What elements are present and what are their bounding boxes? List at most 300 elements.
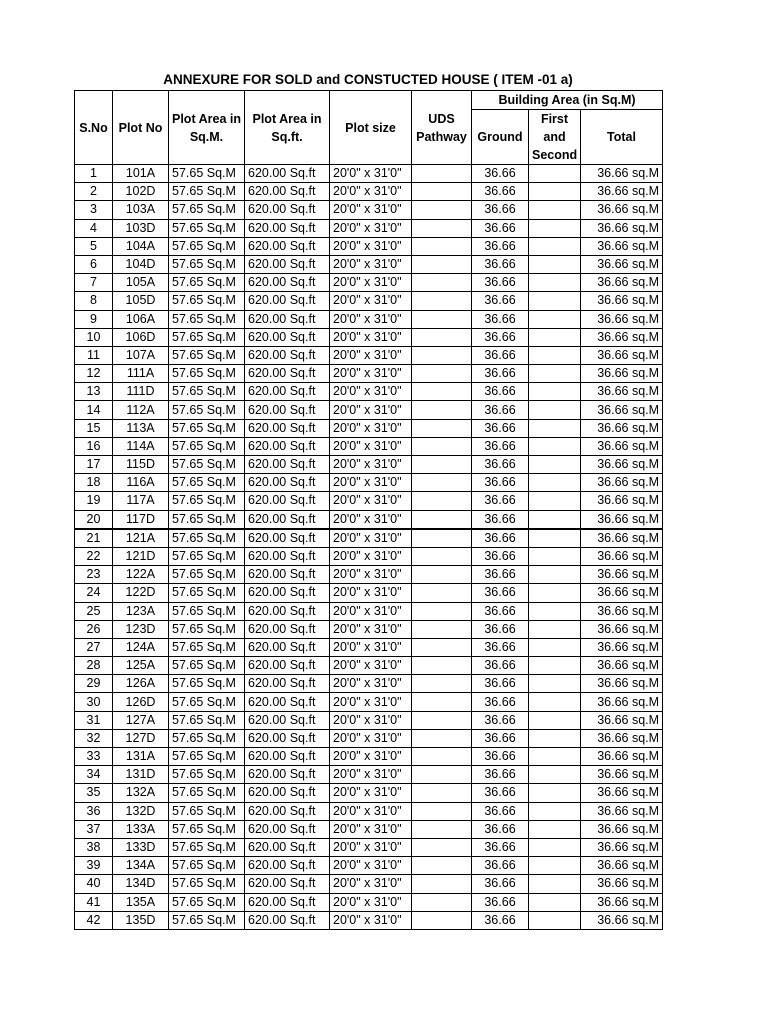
- cell-sno: 7: [75, 274, 113, 292]
- cell-plot-no: 134A: [113, 857, 169, 875]
- cell-total: 36.66 sq.M: [581, 820, 663, 838]
- cell-plot-size: 20'0" x 31'0": [330, 584, 412, 602]
- cell-first-second: [529, 784, 581, 802]
- cell-total: 36.66 sq.M: [581, 201, 663, 219]
- table-row: [75, 165, 663, 183]
- cell-plot-area-sqm: 57.65 Sq.M: [169, 638, 245, 656]
- table-body: [75, 165, 663, 930]
- cell-plot-size: 20'0" x 31'0": [330, 711, 412, 729]
- header-text: Plot Area in: [252, 111, 322, 126]
- header-uds-pathway: [412, 91, 472, 165]
- cell-plot-area-sqft: 620.00 Sq.ft: [245, 346, 330, 364]
- cell-plot-no: 105D: [113, 292, 169, 310]
- cell-total: 36.66 sq.M: [581, 492, 663, 510]
- header-first-second: [529, 110, 581, 165]
- cell-plot-no: 126A: [113, 675, 169, 693]
- cell-ground: 36.66: [472, 274, 529, 292]
- cell-uds-pathway: [412, 183, 472, 201]
- cell-uds-pathway: [412, 875, 472, 893]
- cell-first-second: [529, 602, 581, 620]
- cell-total: 36.66 sq.M: [581, 310, 663, 328]
- cell-first-second: [529, 820, 581, 838]
- cell-first-second: [529, 638, 581, 656]
- cell-plot-area-sqm: 57.65 Sq.M: [169, 820, 245, 838]
- cell-total: 36.66 sq.M: [581, 474, 663, 492]
- header-ground: Ground: [472, 110, 529, 165]
- cell-sno: 23: [75, 566, 113, 584]
- cell-sno: 5: [75, 237, 113, 255]
- cell-ground: 36.66: [472, 602, 529, 620]
- cell-uds-pathway: [412, 820, 472, 838]
- cell-plot-area-sqm: 57.65 Sq.M: [169, 875, 245, 893]
- cell-ground: 36.66: [472, 492, 529, 510]
- cell-plot-area-sqft: 620.00 Sq.ft: [245, 492, 330, 510]
- cell-plot-size: 20'0" x 31'0": [330, 183, 412, 201]
- header-text: UDS: [428, 111, 455, 126]
- cell-plot-no: 131A: [113, 748, 169, 766]
- cell-first-second: [529, 675, 581, 693]
- cell-plot-size: 20'0" x 31'0": [330, 419, 412, 437]
- cell-plot-area-sqft: 620.00 Sq.ft: [245, 529, 330, 548]
- cell-uds-pathway: [412, 620, 472, 638]
- table-row: [75, 310, 663, 328]
- cell-ground: 36.66: [472, 802, 529, 820]
- cell-sno: 32: [75, 729, 113, 747]
- cell-plot-area-sqm: 57.65 Sq.M: [169, 201, 245, 219]
- cell-total: 36.66 sq.M: [581, 255, 663, 273]
- cell-ground: 36.66: [472, 510, 529, 529]
- cell-uds-pathway: [412, 711, 472, 729]
- cell-ground: 36.66: [472, 657, 529, 675]
- cell-plot-size: 20'0" x 31'0": [330, 602, 412, 620]
- cell-plot-no: 107A: [113, 346, 169, 364]
- cell-plot-no: 117A: [113, 492, 169, 510]
- cell-plot-area-sqft: 620.00 Sq.ft: [245, 510, 330, 529]
- cell-plot-area-sqm: 57.65 Sq.M: [169, 657, 245, 675]
- cell-sno: 33: [75, 748, 113, 766]
- cell-first-second: [529, 510, 581, 529]
- cell-plot-area-sqm: 57.65 Sq.M: [169, 437, 245, 455]
- cell-plot-area-sqm: 57.65 Sq.M: [169, 711, 245, 729]
- cell-first-second: [529, 183, 581, 201]
- cell-uds-pathway: [412, 383, 472, 401]
- table-row: [75, 510, 663, 529]
- cell-ground: 36.66: [472, 911, 529, 929]
- cell-total: 36.66 sq.M: [581, 838, 663, 856]
- cell-plot-no: 127A: [113, 711, 169, 729]
- table-row: [75, 383, 663, 401]
- cell-ground: 36.66: [472, 693, 529, 711]
- cell-uds-pathway: [412, 165, 472, 183]
- cell-ground: 36.66: [472, 310, 529, 328]
- cell-uds-pathway: [412, 510, 472, 529]
- annexure-table: [74, 90, 663, 930]
- cell-ground: 36.66: [472, 183, 529, 201]
- cell-plot-size: 20'0" x 31'0": [330, 893, 412, 911]
- cell-ground: 36.66: [472, 820, 529, 838]
- cell-plot-area-sqm: 57.65 Sq.M: [169, 602, 245, 620]
- cell-total: 36.66 sq.M: [581, 584, 663, 602]
- cell-first-second: [529, 875, 581, 893]
- cell-total: 36.66 sq.M: [581, 401, 663, 419]
- header-plot-area-sqft: [245, 91, 330, 165]
- cell-uds-pathway: [412, 292, 472, 310]
- cell-uds-pathway: [412, 602, 472, 620]
- cell-first-second: [529, 346, 581, 364]
- cell-plot-area-sqm: 57.65 Sq.M: [169, 911, 245, 929]
- cell-total: 36.66 sq.M: [581, 419, 663, 437]
- cell-plot-no: 121D: [113, 547, 169, 565]
- cell-total: 36.66 sq.M: [581, 529, 663, 548]
- cell-plot-no: 103D: [113, 219, 169, 237]
- cell-uds-pathway: [412, 310, 472, 328]
- cell-plot-area-sqft: 620.00 Sq.ft: [245, 657, 330, 675]
- table-row: [75, 365, 663, 383]
- table-row: [75, 766, 663, 784]
- cell-uds-pathway: [412, 657, 472, 675]
- cell-plot-no: 111A: [113, 365, 169, 383]
- cell-plot-area-sqm: 57.65 Sq.M: [169, 547, 245, 565]
- cell-plot-area-sqft: 620.00 Sq.ft: [245, 802, 330, 820]
- cell-plot-area-sqft: 620.00 Sq.ft: [245, 875, 330, 893]
- cell-first-second: [529, 857, 581, 875]
- cell-sno: 4: [75, 219, 113, 237]
- cell-first-second: [529, 566, 581, 584]
- table-row: [75, 729, 663, 747]
- cell-uds-pathway: [412, 401, 472, 419]
- cell-plot-no: 133D: [113, 838, 169, 856]
- cell-total: 36.66 sq.M: [581, 766, 663, 784]
- cell-plot-area-sqft: 620.00 Sq.ft: [245, 638, 330, 656]
- cell-plot-area-sqft: 620.00 Sq.ft: [245, 165, 330, 183]
- cell-plot-area-sqm: 57.65 Sq.M: [169, 165, 245, 183]
- cell-plot-area-sqft: 620.00 Sq.ft: [245, 693, 330, 711]
- table-row: [75, 328, 663, 346]
- cell-plot-area-sqft: 620.00 Sq.ft: [245, 383, 330, 401]
- cell-sno: 41: [75, 893, 113, 911]
- cell-plot-no: 124A: [113, 638, 169, 656]
- table-row: [75, 802, 663, 820]
- cell-first-second: [529, 584, 581, 602]
- cell-plot-area-sqm: 57.65 Sq.M: [169, 620, 245, 638]
- cell-plot-no: 113A: [113, 419, 169, 437]
- cell-sno: 18: [75, 474, 113, 492]
- cell-plot-area-sqft: 620.00 Sq.ft: [245, 711, 330, 729]
- cell-ground: 36.66: [472, 711, 529, 729]
- cell-first-second: [529, 365, 581, 383]
- cell-ground: 36.66: [472, 383, 529, 401]
- cell-total: 36.66 sq.M: [581, 911, 663, 929]
- cell-plot-area-sqm: 57.65 Sq.M: [169, 419, 245, 437]
- table-row: [75, 638, 663, 656]
- cell-ground: 36.66: [472, 365, 529, 383]
- cell-uds-pathway: [412, 893, 472, 911]
- table-row: [75, 820, 663, 838]
- table-row: [75, 711, 663, 729]
- cell-plot-size: 20'0" x 31'0": [330, 748, 412, 766]
- cell-sno: 35: [75, 784, 113, 802]
- cell-plot-area-sqm: 57.65 Sq.M: [169, 274, 245, 292]
- cell-plot-no: 106D: [113, 328, 169, 346]
- cell-plot-no: 106A: [113, 310, 169, 328]
- cell-total: 36.66 sq.M: [581, 638, 663, 656]
- cell-first-second: [529, 748, 581, 766]
- cell-first-second: [529, 201, 581, 219]
- cell-plot-area-sqm: 57.65 Sq.M: [169, 401, 245, 419]
- cell-plot-area-sqm: 57.65 Sq.M: [169, 456, 245, 474]
- cell-ground: 36.66: [472, 474, 529, 492]
- cell-plot-area-sqft: 620.00 Sq.ft: [245, 748, 330, 766]
- cell-ground: 36.66: [472, 419, 529, 437]
- cell-sno: 3: [75, 201, 113, 219]
- cell-plot-area-sqft: 620.00 Sq.ft: [245, 566, 330, 584]
- cell-sno: 36: [75, 802, 113, 820]
- cell-plot-no: 131D: [113, 766, 169, 784]
- cell-plot-size: 20'0" x 31'0": [330, 838, 412, 856]
- cell-plot-size: 20'0" x 31'0": [330, 255, 412, 273]
- cell-plot-size: 20'0" x 31'0": [330, 383, 412, 401]
- cell-plot-area-sqm: 57.65 Sq.M: [169, 675, 245, 693]
- cell-first-second: [529, 401, 581, 419]
- table-row: [75, 419, 663, 437]
- cell-uds-pathway: [412, 766, 472, 784]
- cell-ground: 36.66: [472, 201, 529, 219]
- cell-plot-area-sqm: 57.65 Sq.M: [169, 492, 245, 510]
- cell-plot-size: 20'0" x 31'0": [330, 566, 412, 584]
- cell-sno: 11: [75, 346, 113, 364]
- cell-first-second: [529, 657, 581, 675]
- cell-plot-area-sqm: 57.65 Sq.M: [169, 255, 245, 273]
- cell-ground: 36.66: [472, 566, 529, 584]
- cell-first-second: [529, 237, 581, 255]
- cell-sno: 13: [75, 383, 113, 401]
- cell-ground: 36.66: [472, 748, 529, 766]
- cell-plot-size: 20'0" x 31'0": [330, 401, 412, 419]
- cell-ground: 36.66: [472, 838, 529, 856]
- cell-ground: 36.66: [472, 437, 529, 455]
- cell-ground: 36.66: [472, 328, 529, 346]
- cell-plot-area-sqft: 620.00 Sq.ft: [245, 292, 330, 310]
- cell-plot-size: 20'0" x 31'0": [330, 237, 412, 255]
- cell-plot-size: 20'0" x 31'0": [330, 547, 412, 565]
- cell-first-second: [529, 547, 581, 565]
- header-text: Pathway: [416, 129, 467, 144]
- table-row: [75, 219, 663, 237]
- cell-uds-pathway: [412, 566, 472, 584]
- cell-sno: 2: [75, 183, 113, 201]
- cell-total: 36.66 sq.M: [581, 875, 663, 893]
- cell-plot-no: 115D: [113, 456, 169, 474]
- cell-ground: 36.66: [472, 729, 529, 747]
- cell-plot-size: 20'0" x 31'0": [330, 437, 412, 455]
- cell-total: 36.66 sq.M: [581, 802, 663, 820]
- cell-plot-area-sqm: 57.65 Sq.M: [169, 693, 245, 711]
- cell-first-second: [529, 911, 581, 929]
- cell-plot-no: 116A: [113, 474, 169, 492]
- cell-plot-no: 105A: [113, 274, 169, 292]
- cell-total: 36.66 sq.M: [581, 183, 663, 201]
- header-text: Second: [532, 148, 578, 162]
- cell-ground: 36.66: [472, 547, 529, 565]
- cell-total: 36.66 sq.M: [581, 620, 663, 638]
- cell-first-second: [529, 620, 581, 638]
- cell-sno: 19: [75, 492, 113, 510]
- cell-plot-area-sqm: 57.65 Sq.M: [169, 529, 245, 548]
- cell-uds-pathway: [412, 255, 472, 273]
- cell-total: 36.66 sq.M: [581, 456, 663, 474]
- cell-total: 36.66 sq.M: [581, 328, 663, 346]
- cell-uds-pathway: [412, 838, 472, 856]
- cell-uds-pathway: [412, 547, 472, 565]
- cell-uds-pathway: [412, 365, 472, 383]
- cell-first-second: [529, 766, 581, 784]
- cell-plot-no: 135D: [113, 911, 169, 929]
- cell-plot-size: 20'0" x 31'0": [330, 857, 412, 875]
- cell-plot-size: 20'0" x 31'0": [330, 675, 412, 693]
- cell-plot-area-sqm: 57.65 Sq.M: [169, 474, 245, 492]
- cell-plot-size: 20'0" x 31'0": [330, 492, 412, 510]
- table-row: [75, 893, 663, 911]
- cell-plot-area-sqft: 620.00 Sq.ft: [245, 620, 330, 638]
- cell-plot-area-sqft: 620.00 Sq.ft: [245, 893, 330, 911]
- cell-sno: 16: [75, 437, 113, 455]
- cell-plot-area-sqm: 57.65 Sq.M: [169, 748, 245, 766]
- cell-plot-area-sqft: 620.00 Sq.ft: [245, 474, 330, 492]
- cell-sno: 24: [75, 584, 113, 602]
- cell-plot-area-sqft: 620.00 Sq.ft: [245, 401, 330, 419]
- cell-sno: 22: [75, 547, 113, 565]
- cell-plot-area-sqm: 57.65 Sq.M: [169, 802, 245, 820]
- cell-ground: 36.66: [472, 584, 529, 602]
- cell-total: 36.66 sq.M: [581, 437, 663, 455]
- cell-uds-pathway: [412, 529, 472, 548]
- cell-total: 36.66 sq.M: [581, 219, 663, 237]
- cell-plot-size: 20'0" x 31'0": [330, 474, 412, 492]
- cell-sno: 15: [75, 419, 113, 437]
- cell-plot-no: 104D: [113, 255, 169, 273]
- cell-plot-no: 122D: [113, 584, 169, 602]
- cell-plot-area-sqft: 620.00 Sq.ft: [245, 183, 330, 201]
- cell-plot-size: 20'0" x 31'0": [330, 274, 412, 292]
- cell-first-second: [529, 474, 581, 492]
- cell-plot-area-sqm: 57.65 Sq.M: [169, 766, 245, 784]
- cell-plot-area-sqft: 620.00 Sq.ft: [245, 456, 330, 474]
- cell-plot-area-sqm: 57.65 Sq.M: [169, 328, 245, 346]
- cell-plot-size: 20'0" x 31'0": [330, 657, 412, 675]
- cell-ground: 36.66: [472, 237, 529, 255]
- cell-plot-size: 20'0" x 31'0": [330, 529, 412, 548]
- cell-total: 36.66 sq.M: [581, 693, 663, 711]
- cell-plot-area-sqft: 620.00 Sq.ft: [245, 675, 330, 693]
- cell-first-second: [529, 219, 581, 237]
- cell-total: 36.66 sq.M: [581, 602, 663, 620]
- cell-uds-pathway: [412, 784, 472, 802]
- header-plot-no: Plot No: [113, 91, 169, 165]
- cell-plot-no: 125A: [113, 657, 169, 675]
- cell-plot-size: 20'0" x 31'0": [330, 456, 412, 474]
- cell-total: 36.66 sq.M: [581, 893, 663, 911]
- cell-plot-size: 20'0" x 31'0": [330, 820, 412, 838]
- cell-first-second: [529, 711, 581, 729]
- cell-first-second: [529, 274, 581, 292]
- cell-total: 36.66 sq.M: [581, 383, 663, 401]
- page-title: ANNEXURE FOR SOLD and CONSTUCTED HOUSE ( ITEM -01 a): [163, 72, 573, 87]
- cell-uds-pathway: [412, 584, 472, 602]
- cell-ground: 36.66: [472, 875, 529, 893]
- cell-sno: 26: [75, 620, 113, 638]
- table-header: [75, 91, 663, 165]
- cell-sno: 39: [75, 857, 113, 875]
- cell-ground: 36.66: [472, 529, 529, 548]
- cell-plot-area-sqft: 620.00 Sq.ft: [245, 602, 330, 620]
- cell-sno: 10: [75, 328, 113, 346]
- cell-plot-size: 20'0" x 31'0": [330, 510, 412, 529]
- table-row: [75, 602, 663, 620]
- cell-ground: 36.66: [472, 766, 529, 784]
- cell-plot-no: 121A: [113, 529, 169, 548]
- cell-plot-area-sqm: 57.65 Sq.M: [169, 365, 245, 383]
- cell-sno: 31: [75, 711, 113, 729]
- cell-ground: 36.66: [472, 401, 529, 419]
- cell-plot-size: 20'0" x 31'0": [330, 875, 412, 893]
- cell-total: 36.66 sq.M: [581, 346, 663, 364]
- cell-sno: 9: [75, 310, 113, 328]
- cell-plot-area-sqm: 57.65 Sq.M: [169, 857, 245, 875]
- cell-ground: 36.66: [472, 784, 529, 802]
- cell-uds-pathway: [412, 201, 472, 219]
- cell-sno: 34: [75, 766, 113, 784]
- cell-total: 36.66 sq.M: [581, 657, 663, 675]
- cell-total: 36.66 sq.M: [581, 729, 663, 747]
- cell-plot-no: 117D: [113, 510, 169, 529]
- table-row: [75, 693, 663, 711]
- cell-plot-no: 134D: [113, 875, 169, 893]
- cell-plot-size: 20'0" x 31'0": [330, 693, 412, 711]
- cell-plot-no: 111D: [113, 383, 169, 401]
- cell-plot-no: 133A: [113, 820, 169, 838]
- header-text: First: [540, 112, 569, 126]
- table-row: [75, 547, 663, 565]
- header-text: Sq.M.: [189, 129, 224, 144]
- cell-plot-size: 20'0" x 31'0": [330, 346, 412, 364]
- cell-plot-size: 20'0" x 31'0": [330, 620, 412, 638]
- cell-first-second: [529, 693, 581, 711]
- table-row: [75, 201, 663, 219]
- table-row: [75, 474, 663, 492]
- table-row: [75, 346, 663, 364]
- cell-plot-area-sqft: 620.00 Sq.ft: [245, 219, 330, 237]
- table-row: [75, 529, 663, 548]
- table-row: [75, 274, 663, 292]
- cell-plot-area-sqft: 620.00 Sq.ft: [245, 237, 330, 255]
- cell-uds-pathway: [412, 419, 472, 437]
- cell-total: 36.66 sq.M: [581, 566, 663, 584]
- cell-plot-size: 20'0" x 31'0": [330, 292, 412, 310]
- cell-total: 36.66 sq.M: [581, 292, 663, 310]
- cell-plot-area-sqft: 620.00 Sq.ft: [245, 255, 330, 273]
- cell-uds-pathway: [412, 237, 472, 255]
- cell-uds-pathway: [412, 219, 472, 237]
- cell-first-second: [529, 328, 581, 346]
- cell-sno: 37: [75, 820, 113, 838]
- cell-ground: 36.66: [472, 620, 529, 638]
- cell-sno: 42: [75, 911, 113, 929]
- header-total: Total: [581, 110, 663, 165]
- cell-plot-area-sqft: 620.00 Sq.ft: [245, 820, 330, 838]
- table-row: [75, 857, 663, 875]
- table-row: [75, 675, 663, 693]
- cell-plot-area-sqft: 620.00 Sq.ft: [245, 419, 330, 437]
